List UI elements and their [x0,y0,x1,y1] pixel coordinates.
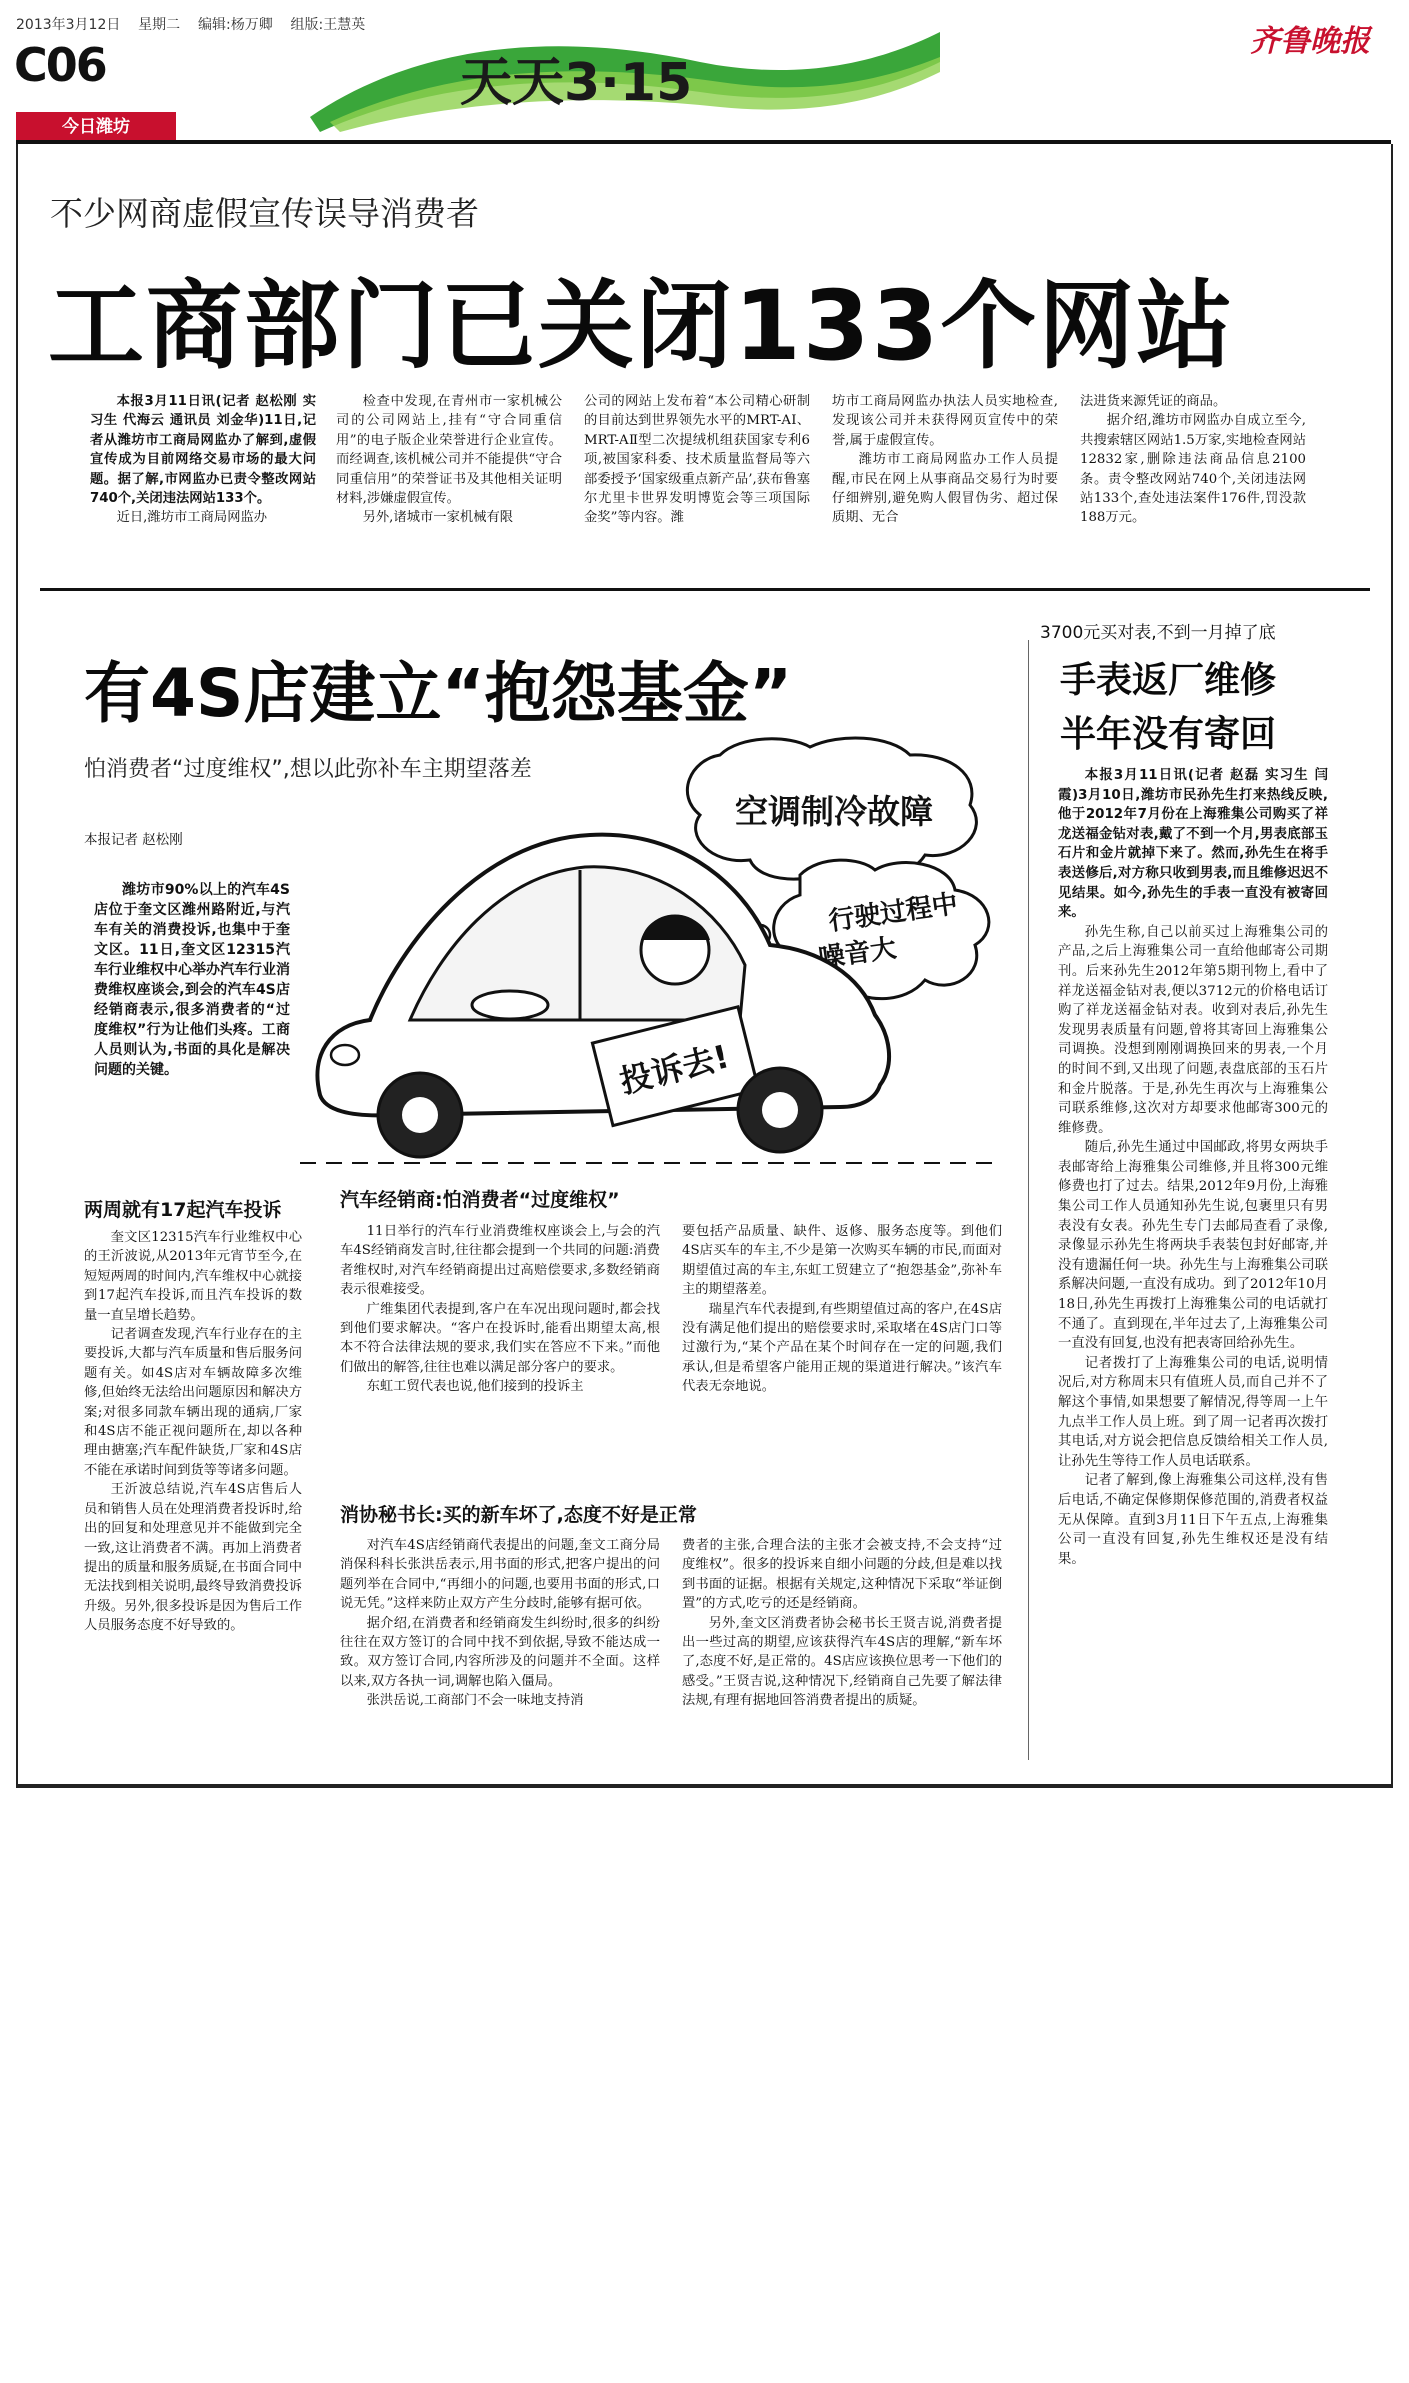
story3-headline-line1: 手表返厂维修 [1060,660,1277,701]
story2-sec2-title: 汽车经销商:怕消费者“过度维权” [340,1189,620,1211]
story2-para: 对汽车4S店经销商代表提出的问题,奎文工商分局消保科科长张洪岳表示,用书面的形式,把客户提出的问题列举在合同中,“再细小的问题,也要用书面的形式,口说无凭。”这样来防止双方产生分歧时,能够有据可依。 [340,1538,660,1612]
story2-sec1-col [84,1228,302,1636]
story3-headline-line2: 半年没有寄回 [1060,714,1277,755]
story1-col5 [1080,392,1306,528]
story2-lead: 潍坊市90%以上的汽车4S店位于奎文区潍州路附近,与汽车有关的消费投诉,也集中于奎文区。11日,奎文区12315汽车行业维权中心举办汽车行业消费维权座谈会,到会的汽车4S店经销商表示,很多消费者的“过度维权”行为让他们头疼。工商人员则认为,书面的具化是解决问题的关键。 [94,882,290,1078]
story1-lead: 本报3月11日讯(记者 赵松刚 实习生 代海云 通讯员 刘金华)11日,记者从潍坊市工商局网监办了解到,虚假宣传成为目前网络交易市场的最大问题。据了解,市网监办已责令整改网站740个,关闭违法网站133个。 [90,394,316,507]
story2-para: 另外,奎文区消费者协会秘书长王贤吉说,消费者提出一些过高的期望,应该获得汽车4S店的理解,“新车坏了,态度不好,是正常的。4S店应该换位思考一下他们的感受。”王贤吉说,这种情况下,经销商自己先要了解法律法规,有理有据地回答消费者提出的质疑。 [682,1615,1002,1709]
steering-wheel [472,991,548,1019]
wheel-hub [402,1097,438,1133]
story2-sec3-col-a [340,1536,660,1711]
bubble-2-line2: 噪音大 [816,933,899,974]
story3-kicker: 3700元买对表,不到一月掉了底 [1040,623,1276,643]
story3-body [1058,766,1328,1569]
story2-para: 张洪岳说,工商部门不会一味地支持消 [366,1693,584,1709]
story1-bottom-rule [40,588,1370,591]
story3-para: 随后,孙先生通过中国邮政,将男女两块手表邮寄给上海雅集公司维修,并且将300元维修费也打了过去。结果,2012年9月份,上海雅集公司工作人员通知孙先生说,包裹里只有男表没有女表。孙先生专门去邮局查看了录像,录像显示孙先生将两块手表装包封好邮寄,并没有遗漏任何一块。孙先生与上海雅集公司联系解决问题,一直没有成功。到了2012年10月18日,孙先生再拨打上海雅集公司的电话就打不通了。直到现在,半年过去了,上海雅集公司一直没有回复,也没有把表寄回给孙先生。 [1058,1140,1328,1352]
bubble-2-line1: 行驶过程中 [826,889,960,937]
story2-para: 11日举行的汽车行业消费维权座谈会上,与会的汽车4S经销商发言时,往往都会提到一个共同的问题:消费者维权时,对汽车经销商提出过高赔偿要求,多数经销商表示很难接受。 [340,1224,660,1298]
story1-para: 近日,潍坊市工商局网监办 [116,510,268,526]
issue-weekday: 星期二 [138,17,181,33]
story2-sec2-col-b [682,1222,1002,1397]
car-headlight [331,1045,359,1065]
story3-para: 本报3月11日讯(记者 赵磊 实习生 闫霞)3月10日,潍坊市民孙先生打来热线反映,他于2012年7月份在上海雅集公司购买了祥龙送福金钻对表,戴了不到一个月,男表底部玉石片和金片就掉下来了。然而,孙先生在将手表送修后,对方称只收到男表,而且维修迟迟不见结果。如今,孙先生的手表一直没有被寄回来。 [1058,768,1328,921]
bubble-1-text: 空调制冷故障 [735,792,933,831]
story1-para: 潍坊市工商局网监办工作人员提醒,市民在网上从事商品交易行为时要仔细辨别,避免购人假冒伪劣、超过保质期、无合 [832,452,1058,526]
story1-para: 公司的网站上发布着“本公司精心研制的目前达到世界领先水平的MRT-AⅠ、MRT-AⅡ型二次提绒机组获国家专利6项,被国家科委、技术质量监督局等六部委授予‘国家级重点新产品’,获布鲁塞尔尤里卡世界发明博览会等三项国际金奖”等内容。潍 [584,394,810,526]
story2-para: 广维集团代表提到,客户在车况出现问题时,都会找到他们要求解决。“客户在投诉时,能看出期望太高,根本不符合法律法规的要求,我们实在答应不下来。”而他们做出的解答,往往也难以满足部分客户的要求。 [340,1301,660,1375]
story2-deck: 怕消费者“过度维权”,想以此弥补车主期望落差 [84,757,532,782]
story2-para: 费者的主张,合理合法的主张才会被支持,不会支持“过度维权”。很多的投诉来自细小问题的分歧,但是难以找到书面的证据。根据有关规定,这种情况下采取“举证倒置”的方式,吃亏的还是经销商。 [682,1538,1002,1612]
wheel-hub [762,1092,798,1128]
story3-para: 孙先生称,自己以前买过上海雅集公司的产品,之后上海雅集公司一直给他邮寄公司期刊。后来孙先生2012年第5期刊物上,看中了祥龙送福金钻对表,便以3712元的价格电话订购了祥龙送福金钻对表。收到对表后,孙先生发现男表质量有问题,曾将其寄回上海雅集公司调换。没想到刚刚调换回来的男表,一个月的时间不到,又出现了问题,表盘底部的玉石片和金片脱落。于是,孙先生再次与上海雅集公司联系维修,这次对方却要求他邮寄300元的维修费。 [1058,924,1328,1136]
paper-logo: 齐鲁晚报 [1250,24,1370,59]
story3-para: 记者了解到,像上海雅集公司这样,没有售后电话,不确定保修期保修范围的,消费者权益无从保障。直到3月11日下午五点,上海雅集公司一直没有回复,孙先生维权还是没有结果。 [1058,1473,1328,1567]
story2-sec3-col-b [682,1536,1002,1711]
story2-para: 记者调查发现,汽车行业存在的主要投诉,大都与汽车质量和售后服务问题有关。如4S店对车辆故障多次维修,但始终无法给出问题原因和解决方案;对很多同款车辆出现的通病,厂家和4S店不能正视问题所在,却以各种理由搪塞;汽车配件缺货,厂家和4S店不能在承诺时间到货等等诸多问题。 [84,1327,302,1478]
banner-graphic [300,22,950,132]
story2-para: 王沂波总结说,汽车4S店售后人员和销售人员在处理消费者投诉时,给出的回复和处理意见并不能做到完全一致,这让消费者不满。再加上消费者提出的质量和服务质疑,在书面合同中无法找到相关说明,最终导致消费投诉升级。另外,很多投诉是因为售后工作人员服务态度不好导致的。 [84,1482,302,1634]
story2-para: 据介绍,在消费者和经销商发生纠纷时,很多的纠纷往往在双方签订的合同中找不到依据,导致不能达成一致。双方签订合同,内容所涉及的问题并不全面。这样以来,双方各执一词,调解也陷入僵局。 [340,1615,660,1689]
story2-para: 奎文区12315汽车行业维权中心的王沂波说,从2013年元宵节至今,在短短两周的时间内,汽车维权中心就接到17起汽车投诉,而且汽车投诉的数量一直呈增长趋势。 [84,1230,302,1323]
cartoon-illustration [300,735,1020,1180]
story1-col1 [90,392,316,528]
story2-sec3-title: 消协秘书长:买的新车坏了,态度不好是正常 [340,1504,697,1526]
editor-credit: 编辑:杨万卿 [197,17,273,33]
story1-para: 法进货来源凭证的商品。 [1080,394,1227,409]
story1-para: 另外,诸城市一家机械有限 [362,510,514,526]
story2-byline: 本报记者 赵松刚 [84,832,183,848]
story1-para: 据介绍,潍坊市网监办自成立至今,共搜索辖区网站1.5万家,实地检查网站12832家,删除违法商品信息2100条。责令整改网站740个,关闭违法网站133个,查处违法案件176件,罚没款188万元。 [1080,413,1306,526]
column-divider [1028,640,1029,1760]
story1-col4 [832,392,1058,528]
story2-sec1-title: 两周就有17起汽车投诉 [84,1199,282,1221]
story2-headline: 有4S店建立“抱怨基金” [84,655,793,732]
story1-col3 [584,392,810,528]
issue-date: 2013年3月12日 [16,17,121,33]
story1-headline: 工商部门已关闭133个网站 [48,270,1235,382]
story2-para: 瑞星汽车代表提到,有些期望值过高的客户,在4S店没有满足他们提出的赔偿要求时,采取堵在4S店门口等过激行为,“某个产品在某个时间存在一定的问题,我们承认,但是希望客户能用正规的渠道进行解决。”该汽车代表无奈地说。 [682,1301,1002,1395]
sign-text: 投诉去! [616,1037,733,1101]
designer-credit: 组版:王慧英 [290,17,366,33]
story1-para: 坊市工商局网监办执法人员实地检查,发现该公司并未获得网页宣传中的荣誉,属于虚假宣传。 [832,394,1058,448]
section-tag: 今日潍坊 [16,112,176,142]
story2-para: 要包括产品质量、缺件、返修、服务态度等。到他们4S店买车的车主,不少是第一次购买车辆的市民,而面对期望值过高的车主,东虹工贸建立了“抱怨基金”,弥补车主的期望落差。 [682,1224,1002,1298]
story1-para: 检查中发现,在青州市一家机械公司的公司网站上,挂有“守合同重信用”的电子版企业荣誉进行企业宣传。而经调查,该机械公司并不能提供“守合同重信用”的荣誉证书及其他相关证明材料,涉嫌虚假宣传。 [336,394,562,507]
story2-sec2-col-a [340,1222,660,1397]
story1-col2 [336,392,562,528]
page-number: C06 [14,38,106,92]
story2-para: 东虹工贸代表也说,他们接到的投诉主 [366,1379,584,1395]
story3-para: 记者拨打了上海雅集公司的电话,说明情况后,对方称周末只有值班人员,而自己并不了解这个事情,如果想要了解情况,得等周一上午九点半工作人员上班。到了周一记者再次拨打其电话,对方说会把信息反馈给相关工作人员,让孙先生等待工作人员电话联系。 [1058,1355,1328,1469]
banner-title: 天天3·15 [460,53,693,113]
story1-deck: 不少网商虚假宣传误导消费者 [50,194,479,233]
